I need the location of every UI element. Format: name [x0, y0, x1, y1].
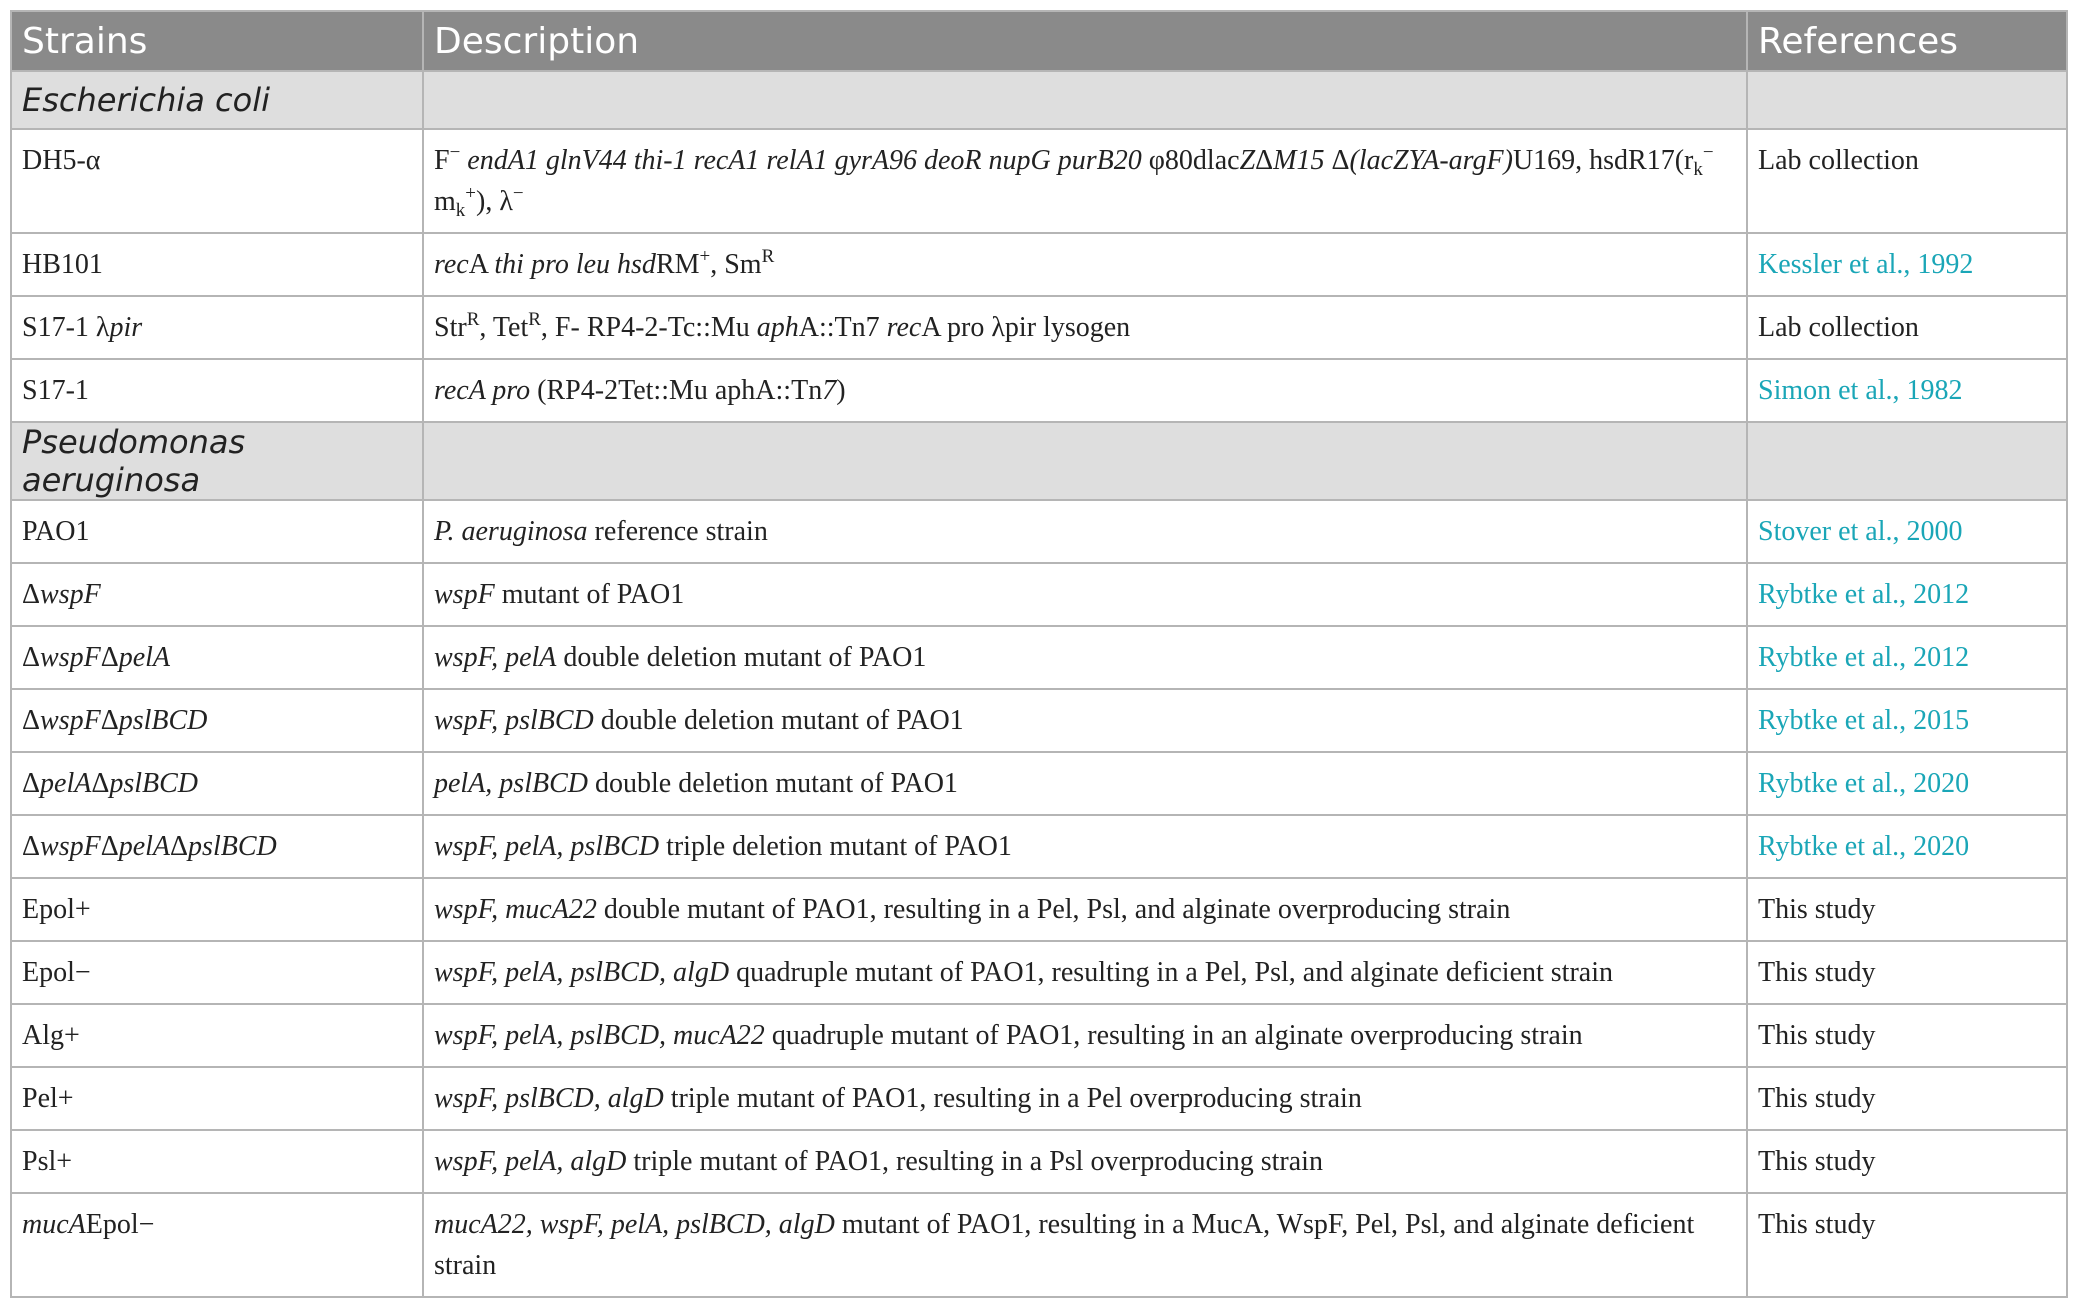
reference-cell: This study: [1747, 1193, 2067, 1297]
text-segment: −: [449, 142, 461, 163]
text-segment: wspF, pelA, pslBCD: [434, 831, 660, 862]
text-segment: A: [468, 249, 495, 280]
text-segment: +: [699, 246, 711, 267]
reference-link[interactable]: Simon et al., 1982: [1747, 359, 2067, 422]
text-segment: wspF, pelA, pslBCD, mucA22: [434, 1020, 765, 1051]
text-segment: wspF: [40, 705, 101, 736]
table-row: [11, 689, 2067, 752]
text-segment: rec: [886, 312, 922, 343]
text-segment: HB101: [22, 249, 103, 280]
group-empty-cell: [1747, 71, 2067, 129]
text-segment: m: [434, 186, 456, 217]
table-row: [11, 752, 2067, 815]
text-segment: pelA, pslBCD: [434, 768, 588, 799]
strain-cell: [11, 296, 423, 359]
text-segment: F: [434, 145, 450, 176]
table-row: [11, 296, 2067, 359]
reference-link[interactable]: Rybtke et al., 2020: [1747, 752, 2067, 815]
description-cell: [423, 359, 1747, 422]
text-segment: 7: [822, 375, 837, 406]
description-cell: [423, 815, 1747, 878]
text-segment: Str: [434, 312, 467, 343]
description-cell: [423, 1067, 1747, 1130]
text-segment: Psl+: [22, 1146, 73, 1177]
text-segment: Epol+: [22, 894, 91, 925]
description-cell: [423, 1004, 1747, 1067]
text-segment: thi pro leu hsd: [494, 249, 656, 280]
reference-cell: Lab collection: [1747, 129, 2067, 233]
table-body: [11, 71, 2067, 1297]
text-segment: mutant of PAO1, resulting in a MucA, WspF, Pel, Psl, and alginate deficient strain: [434, 1209, 1695, 1281]
reference-link[interactable]: Rybtke et al., 2012: [1747, 563, 2067, 626]
text-segment: A::Tn7: [798, 312, 887, 343]
text-segment: , F- RP4-2-Tc::Mu: [540, 312, 757, 343]
table-row: [11, 1193, 2067, 1297]
text-segment: M15: [1273, 145, 1325, 176]
description-cell: [423, 626, 1747, 689]
strain-cell: [11, 1130, 423, 1193]
description-cell: [423, 296, 1747, 359]
text-segment: pslBCD: [188, 831, 277, 862]
reference-cell: Lab collection: [1747, 296, 2067, 359]
text-segment: endA1 glnV44 thi-1 recA1 relA1 gyrA96 deoR nupG purB20: [467, 145, 1142, 176]
header-description: Description: [423, 11, 1747, 71]
text-segment: (lacZYA-argF): [1349, 145, 1513, 176]
text-segment: pelA: [118, 642, 171, 673]
text-segment: wspF: [40, 831, 101, 862]
text-segment: wspF, pslBCD: [434, 705, 594, 736]
text-segment: Δ: [1324, 145, 1350, 176]
strain-cell: [11, 815, 423, 878]
table-row: [11, 500, 2067, 563]
group-empty-cell: [1747, 422, 2067, 500]
group-row: [11, 71, 2067, 129]
description-cell: [423, 1130, 1747, 1193]
text-segment: Δ: [100, 831, 119, 862]
text-segment: P. aeruginosa: [434, 516, 588, 547]
strain-cell: [11, 626, 423, 689]
strain-cell: [11, 500, 423, 563]
text-segment: Δ: [22, 705, 41, 736]
description-cell: [423, 563, 1747, 626]
text-segment: mutant of PAO1: [494, 579, 685, 610]
text-segment: Δ: [1255, 145, 1274, 176]
table-row: [11, 563, 2067, 626]
reference-cell: This study: [1747, 941, 2067, 1004]
description-cell: [423, 941, 1747, 1004]
text-segment: S17-1 λ: [22, 312, 110, 343]
text-segment: quadruple mutant of PAO1, resulting in an alginate overproducing strain: [764, 1020, 1583, 1051]
text-segment: Epol−: [85, 1209, 155, 1240]
table-row: [11, 878, 2067, 941]
text-segment: ), λ: [476, 186, 513, 217]
table-row: [11, 233, 2067, 296]
group-empty-cell: [423, 71, 1747, 129]
table-row: [11, 359, 2067, 422]
text-segment: Δ: [22, 768, 41, 799]
group-name: Escherichia coli: [11, 71, 423, 129]
strain-cell: [11, 752, 423, 815]
strain-cell: [11, 1193, 423, 1297]
text-segment: Δ: [22, 831, 41, 862]
text-segment: recA pro: [434, 375, 531, 406]
text-segment: Pel+: [22, 1083, 74, 1114]
text-segment: reference strain: [587, 516, 768, 547]
text-segment: wspF: [434, 579, 495, 610]
text-segment: pelA: [118, 831, 171, 862]
text-segment: Δ: [170, 831, 189, 862]
strain-cell: [11, 1004, 423, 1067]
reference-link[interactable]: Stover et al., 2000: [1747, 500, 2067, 563]
strain-cell: [11, 233, 423, 296]
text-segment: mucA: [22, 1209, 86, 1240]
text-segment: Δ: [100, 642, 119, 673]
strain-cell: [11, 1067, 423, 1130]
text-segment: DH5-α: [22, 145, 101, 176]
strains-table-container: [10, 10, 2066, 1298]
text-segment: double deletion mutant of PAO1: [588, 768, 958, 799]
text-segment: Δ: [22, 642, 41, 673]
text-segment: Δ: [91, 768, 110, 799]
text-segment: triple mutant of PAO1, resulting in a Psl overproducing strain: [626, 1146, 1323, 1177]
text-segment: +: [465, 183, 476, 204]
strain-cell: [11, 689, 423, 752]
strain-cell: [11, 129, 423, 233]
reference-link[interactable]: Rybtke et al., 2015: [1747, 689, 2067, 752]
reference-cell: This study: [1747, 1067, 2067, 1130]
text-segment: k: [1693, 159, 1703, 180]
description-cell: [423, 1193, 1747, 1297]
text-segment: pir: [109, 312, 143, 343]
text-segment: wspF, pelA, algD: [434, 1146, 627, 1177]
reference-cell: This study: [1747, 1130, 2067, 1193]
text-segment: triple mutant of PAO1, resulting in a Pel overproducing strain: [663, 1083, 1362, 1114]
text-segment: wspF: [40, 579, 101, 610]
text-segment: RM: [655, 249, 700, 280]
text-segment: ): [836, 375, 846, 406]
text-segment: wspF: [40, 642, 101, 673]
strain-cell: [11, 878, 423, 941]
text-segment: R: [761, 246, 775, 267]
text-segment: pslBCD: [118, 705, 208, 736]
reference-cell: This study: [1747, 878, 2067, 941]
text-segment: triple deletion mutant of PAO1: [659, 831, 1012, 862]
text-segment: double deletion mutant of PAO1: [593, 705, 964, 736]
reference-link[interactable]: Rybtke et al., 2012: [1747, 626, 2067, 689]
group-name: Pseudomonas aeruginosa: [11, 422, 423, 500]
description-cell: [423, 752, 1747, 815]
table-header-row: [11, 11, 2067, 71]
text-segment: pslBCD: [109, 768, 199, 799]
text-segment: S17-1: [22, 375, 89, 406]
text-segment: (RP4-2Tet::Mu aphA::Tn: [530, 375, 823, 406]
text-segment: wspF, pelA: [434, 642, 557, 673]
header-references: References: [1747, 11, 2067, 71]
text-segment: quadruple mutant of PAO1, resulting in a Pel, Psl, and alginate deficient strain: [729, 957, 1613, 988]
text-segment: R: [528, 309, 541, 330]
text-segment: , Tet: [479, 312, 529, 343]
text-segment: PAO1: [22, 516, 90, 547]
strains-table: [10, 10, 2068, 1298]
text-segment: double mutant of PAO1, resulting in a Pel, Psl, and alginate overproducing strain: [596, 894, 1511, 925]
text-segment: wspF, pelA, pslBCD, algD: [434, 957, 730, 988]
text-segment: wspF, mucA22: [434, 894, 597, 925]
text-segment: rec: [434, 249, 469, 280]
reference-link[interactable]: Kessler et al., 1992: [1747, 233, 2067, 296]
table-row: [11, 129, 2067, 233]
text-segment: wspF, pslBCD, algD: [434, 1083, 664, 1114]
text-segment: Epol−: [22, 957, 91, 988]
description-cell: [423, 500, 1747, 563]
text-segment: Alg+: [22, 1020, 80, 1051]
text-segment: Z: [1239, 145, 1256, 176]
text-segment: double deletion mutant of PAO1: [556, 642, 927, 673]
table-row: [11, 1130, 2067, 1193]
text-segment: mucA22, wspF, pelA, pslBCD, algD: [434, 1209, 835, 1240]
strain-cell: [11, 359, 423, 422]
text-segment: k: [455, 200, 466, 221]
text-segment: Δ: [22, 579, 41, 610]
text-segment: , Sm: [710, 249, 762, 280]
strain-cell: [11, 563, 423, 626]
text-segment: Δ: [100, 705, 119, 736]
description-cell: [423, 689, 1747, 752]
reference-link[interactable]: Rybtke et al., 2020: [1747, 815, 2067, 878]
group-empty-cell: [423, 422, 1747, 500]
strain-cell: [11, 941, 423, 1004]
table-row: [11, 626, 2067, 689]
text-segment: R: [466, 309, 480, 330]
table-row: [11, 1067, 2067, 1130]
header-strains: Strains: [11, 11, 423, 71]
description-cell: [423, 129, 1747, 233]
text-segment: pelA: [40, 768, 92, 799]
text-segment: A pro λpir lysogen: [921, 312, 1131, 343]
table-row: [11, 815, 2067, 878]
group-row: [11, 422, 2067, 500]
text-segment: aph: [756, 312, 799, 343]
reference-cell: This study: [1747, 1004, 2067, 1067]
description-cell: [423, 233, 1747, 296]
text-segment: U169, hsdR17(r: [1512, 145, 1694, 176]
text-segment: −: [1702, 142, 1714, 163]
description-cell: [423, 878, 1747, 941]
text-segment: φ80dlac: [1141, 145, 1240, 176]
text-segment: −: [512, 183, 524, 204]
table-row: [11, 1004, 2067, 1067]
table-row: [11, 941, 2067, 1004]
